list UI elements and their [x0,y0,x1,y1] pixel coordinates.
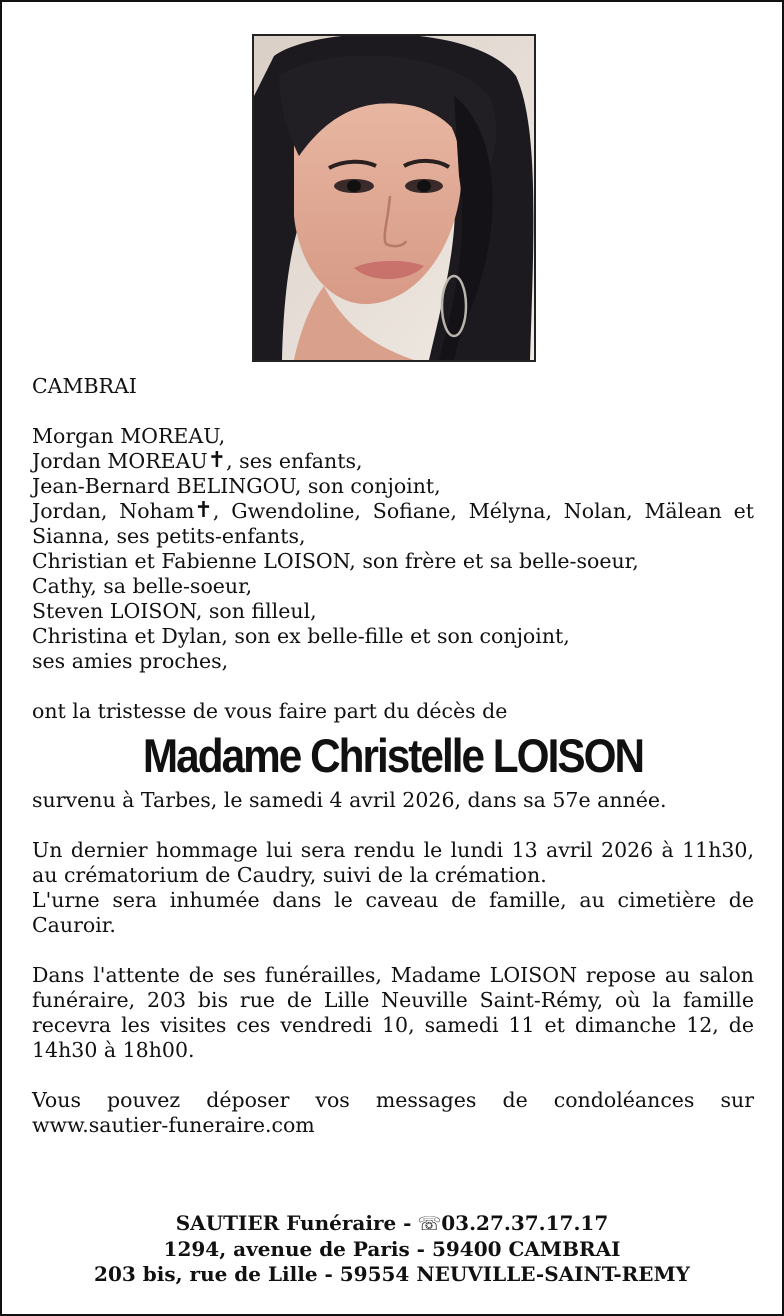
condolences-info: Vous pouvez déposer vos messages de condoléances sur www.sautier-funeraire.com [32,1088,754,1137]
family-member-text: Christina et Dylan, son ex belle-fille et son conjoint, [32,624,570,648]
family-member-line [32,624,754,649]
visit-info: Dans l'attente de ses funérailles, Madame LOISON repose au salon funéraire, 203 bis rue de Lille Neuville Saint-Rémy, où la famille recevra les visites ces vendredi 10, samedi 11 et dimanche 12, de 14h30 à 18h00. [32,963,754,1062]
death-info: survenu à Tarbes, le samedi 4 avril 2026, dans sa 57e année. [32,788,667,812]
family-member-line [32,449,754,474]
cross-icon: ✝ [194,498,213,523]
family-member-line [32,474,754,499]
family-member-text: Christian et Fabienne LOISON, son frère et sa belle-soeur, [32,549,639,573]
deceased-name: Madame Christelle LOISON [142,729,644,782]
family-member-relation: , ses enfants, [226,449,363,473]
urn-info: L'urne sera inhumée dans le caveau de famille, au cimetière de Cauroir. [32,888,754,937]
family-member-line [32,649,754,674]
footer-address-2: 203 bis, rue de Lille - 59554 NEUVILLE-SAINT-REMY [94,1262,690,1286]
family-member-line [32,424,754,449]
phone-icon: ☏ [417,1213,442,1235]
obituary-text [32,374,754,1163]
ceremony-info: Un dernier hommage lui sera rendu le lundi 13 avril 2026 à 11h30, au crématorium de Caudry, suivi de la crémation. [32,838,754,887]
cross-icon: ✝ [207,448,227,473]
family-member-text: Steven LOISON, son filleul, [32,599,317,623]
city-heading: CAMBRAI [32,374,137,398]
footer-phone: 03.27.37.17.17 [441,1211,609,1235]
portrait-image [254,36,534,360]
family-member-line [32,599,754,624]
portrait-photo [252,34,536,362]
family-member-text: Morgan MOREAU, [32,424,226,448]
footer-address-1: 1294, avenue de Paris - 59400 CAMBRAI [163,1237,621,1261]
family-member-text: Cathy, sa belle-soeur, [32,574,253,598]
funeral-home-footer [2,1211,782,1287]
family-member-text: ses amies proches, [32,649,229,673]
family-member-line [32,499,754,549]
family-member-text: Jean-Bernard BELINGOU, son conjoint, [32,474,441,498]
footer-company-line [2,1211,782,1237]
announcement-intro: ont la tristesse de vous faire part du décès de [32,699,508,723]
family-member-line [32,549,754,574]
family-member-line [32,574,754,599]
family-member-text: Jordan, Noham [32,499,195,523]
family-member-relation: , Gwendoline, Sofiane, Mélyna, Nolan, Mälean et Sianna, ses petits-enfants, [32,499,754,548]
footer-company: SAUTIER Funéraire - [175,1211,412,1235]
family-list [32,424,754,674]
family-member-text: Jordan MOREAU [32,449,208,473]
